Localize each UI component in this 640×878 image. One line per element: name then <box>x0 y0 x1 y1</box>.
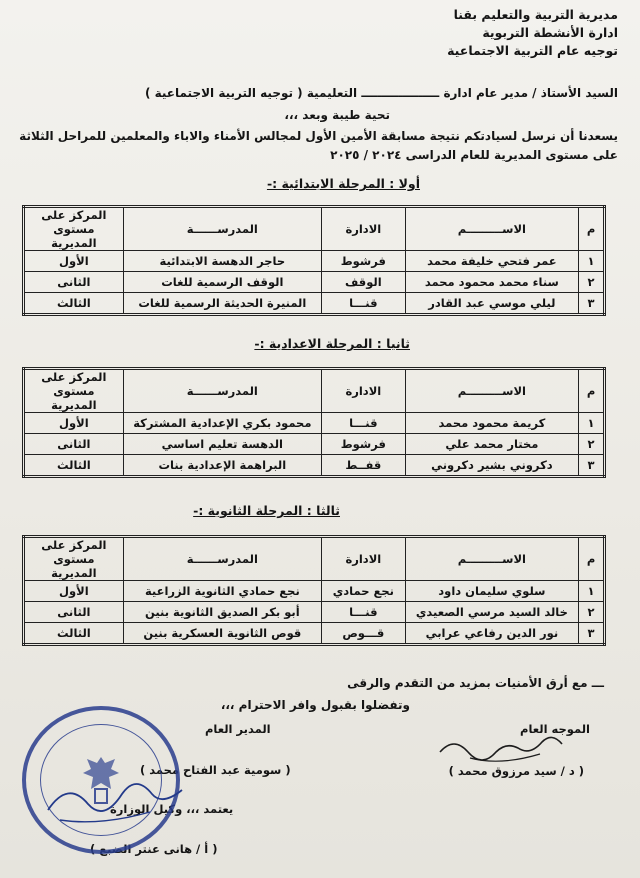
letterhead-office: توجيه عام التربية الاجتماعية <box>447 43 618 58</box>
cell-dept: فرشوط <box>321 251 405 272</box>
cell-name: ليلي موسي عبد القادر <box>405 293 578 315</box>
cell-name: كريمة محمود محمد <box>405 413 578 434</box>
cell-name: مختار محمد علي <box>405 434 578 455</box>
letterhead <box>318 6 618 60</box>
col-name: الاســـــــــم <box>405 369 578 413</box>
col-dept: الادارة <box>321 537 405 581</box>
table-header-row <box>24 537 605 581</box>
cell-idx: ٣ <box>579 623 605 645</box>
table-row <box>24 413 605 434</box>
cell-rank: الأول <box>24 413 124 434</box>
table-row <box>24 581 605 602</box>
cell-name: دكروني بشير دكروني <box>405 455 578 477</box>
col-rank: المركز على مستوى المديرية <box>24 537 124 581</box>
cell-idx: ٣ <box>579 293 605 315</box>
table-row <box>24 623 605 645</box>
cell-rank: الأول <box>24 581 124 602</box>
closing-wishes: ـــ مع أرق الأمنيات بمزيد من التقدم والرقى <box>347 676 604 690</box>
table-row <box>24 272 605 293</box>
cell-school: الوقف الرسمية للغات <box>123 272 321 293</box>
cell-rank: الثالث <box>24 455 124 477</box>
results-table-secondary <box>22 535 606 646</box>
cell-school: محمود بكري الإعدادية المشتركة <box>123 413 321 434</box>
cell-dept: قنـــا <box>321 413 405 434</box>
cell-rank: الثالث <box>24 623 124 645</box>
section-title-preparatory: ثانيا : المرحلة الاعدادية :- <box>254 336 410 351</box>
director-name: ( سومية عبد الفتاح محمد ) <box>140 763 291 777</box>
supervisor-name: ( د / سيد مرزوق محمد ) <box>448 764 584 778</box>
table-row <box>24 602 605 623</box>
addressee-line: السيد الأستاذ / مدير عام ادارة ـــــــــــــــــــ التعليمية ( توجيه التربية الاجتماعية ) <box>144 86 618 100</box>
cell-name: خالد السيد مرسي الصعيدي <box>405 602 578 623</box>
cell-idx: ١ <box>579 413 605 434</box>
cell-dept: فرشوط <box>321 434 405 455</box>
undersecretary-name: ( أ / هانى عنتر الضبع ) <box>90 842 218 856</box>
results-table-preparatory <box>22 367 606 478</box>
cell-dept: نجع حمادي <box>321 581 405 602</box>
cell-school: الدهسة تعليم اساسي <box>123 434 321 455</box>
cell-school: قوص الثانوية العسكرية بنين <box>123 623 321 645</box>
cell-dept: الوقف <box>321 272 405 293</box>
supervisor-signature <box>430 730 580 766</box>
col-school: المدرســــــة <box>123 207 321 251</box>
cell-dept: قنـــا <box>321 293 405 315</box>
cell-rank: الثانى <box>24 602 124 623</box>
cell-name: سناء محمد محمود محمد <box>405 272 578 293</box>
col-rank: المركز على مستوى المديرية <box>24 207 124 251</box>
cell-rank: الثانى <box>24 272 124 293</box>
cell-school: نجع حمادي الثانوية الزراعية <box>123 581 321 602</box>
letterhead-directorate: مديرية التربية والتعليم بقنا <box>453 7 618 22</box>
table-row <box>24 293 605 315</box>
greeting-line: تحية طيبة وبعد ،،، <box>284 108 390 122</box>
cell-name: نور الدين رفاعي عرابي <box>405 623 578 645</box>
table-header-row <box>24 369 605 413</box>
letterhead-department: ادارة الأنشطة التربوية <box>482 25 618 40</box>
cell-school: المنيرة الحديثة الرسمية للغات <box>123 293 321 315</box>
table-row <box>24 434 605 455</box>
cell-rank: الثانى <box>24 434 124 455</box>
col-idx: م <box>579 369 605 413</box>
section-title-secondary: ثالثا : المرحلة الثانوية :- <box>193 503 340 518</box>
cell-idx: ١ <box>579 251 605 272</box>
table-header-row <box>24 207 605 251</box>
col-idx: م <box>579 207 605 251</box>
table-row <box>24 455 605 477</box>
approval-line: يعتمد ،،، وكيل الوزارة <box>110 802 234 816</box>
cell-rank: الثالث <box>24 293 124 315</box>
cell-dept: قـــوص <box>321 623 405 645</box>
cell-rank: الأول <box>24 251 124 272</box>
cell-dept: قفــط <box>321 455 405 477</box>
cell-school: البراهمة الإعدادية بنات <box>123 455 321 477</box>
col-school: المدرســــــة <box>123 537 321 581</box>
cell-idx: ٢ <box>579 272 605 293</box>
cell-dept: قنـــا <box>321 602 405 623</box>
cell-idx: ٢ <box>579 434 605 455</box>
col-rank: المركز على مستوى المديرية <box>24 369 124 413</box>
col-dept: الادارة <box>321 369 405 413</box>
cell-name: عمر فتحي خليفة محمد <box>405 251 578 272</box>
cell-name: سلوي سليمان داود <box>405 581 578 602</box>
results-table-primary <box>22 205 606 316</box>
cell-idx: ٢ <box>579 602 605 623</box>
cell-idx: ٣ <box>579 455 605 477</box>
section-title-primary: أولا : المرحلة الابتدائية :- <box>266 176 420 191</box>
director-signature <box>40 770 190 830</box>
cell-school: أبو بكر الصديق الثانوية بنين <box>123 602 321 623</box>
supervisor-title: الموجه العام <box>520 722 590 736</box>
col-school: المدرســــــة <box>123 369 321 413</box>
table-row <box>24 251 605 272</box>
body-line-2: على مستوى المديرية للعام الدراسى ٢٠٢٤ / ٢٠٢٥ <box>330 148 618 162</box>
col-dept: الادارة <box>321 207 405 251</box>
col-name: الاســـــــــم <box>405 207 578 251</box>
cell-idx: ١ <box>579 581 605 602</box>
closing-regards: وتفضلوا بقبول وافر الاحترام ،،، <box>220 698 410 712</box>
col-idx: م <box>579 537 605 581</box>
body-line-1: يسعدنا أن نرسل لسيادتكم نتيجة مسابقة الأمين الأول لمجالس الأمناء والاباء والمعلمين للمراحل الثلاثة <box>19 129 618 143</box>
cell-school: حاجر الدهسة الابتدائية <box>123 251 321 272</box>
col-name: الاســـــــــم <box>405 537 578 581</box>
director-title: المدير العام <box>205 722 271 736</box>
